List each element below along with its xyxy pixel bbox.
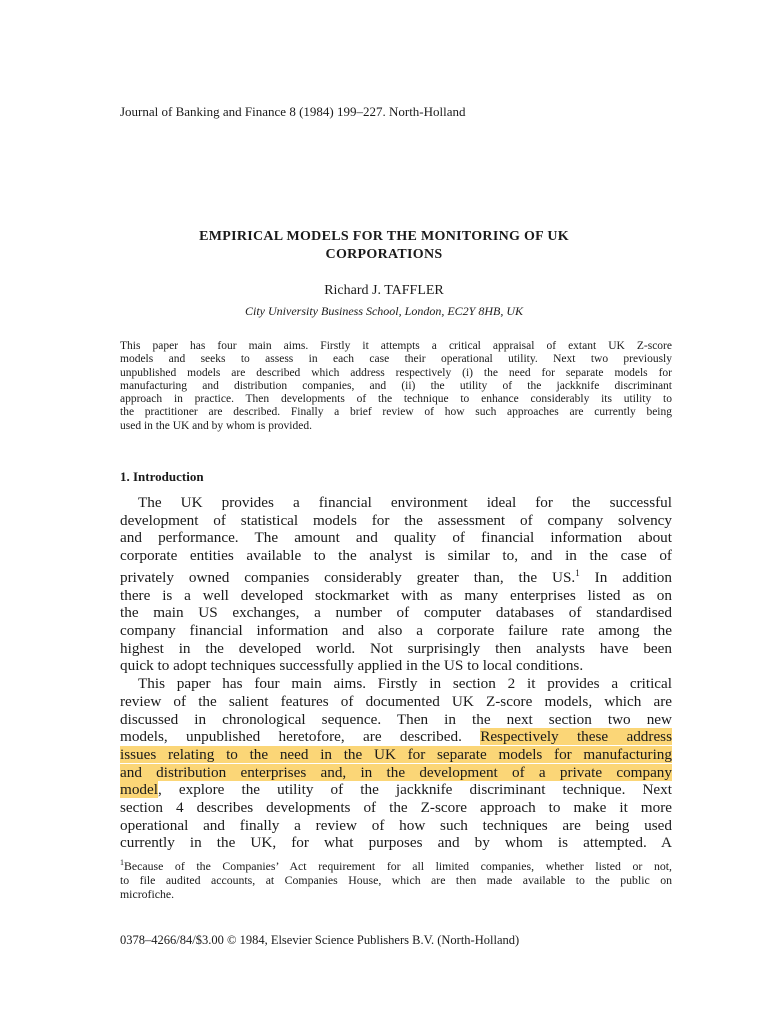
abstract-line: This paper has four main aims. Firstly it attempts a critical appraisal of extant UK Z-score — [120, 340, 672, 352]
footnote — [120, 856, 672, 902]
body-line: The UK provides a financial environment ideal for the successful — [138, 494, 672, 511]
highlighted-text: Respectively these address — [480, 728, 673, 746]
highlighted-text: issues relating to the need in the UK for separate models for manufacturing — [120, 745, 672, 763]
body-line — [120, 565, 672, 587]
body-line: This paper has four main aims. Firstly in section 2 it provides a critical — [138, 675, 672, 693]
abstract-line: models and seeks to assess in each case their operational utility. Next two previously — [120, 353, 672, 366]
abstract-line: approach in practice. Then developments of the technique to enhance considerably its utility to — [120, 393, 672, 406]
body-text — [120, 494, 672, 852]
paper-title-line: CORPORATIONS — [325, 247, 443, 262]
body-line: development of statistical models for the assessment of company solvency — [120, 511, 672, 529]
abstract — [120, 340, 672, 433]
paper-title-line: EMPIRICAL MODELS FOR THE MONITORING OF UK — [199, 229, 569, 244]
body-line: corporate entities available to the analyst is similar to, and in the case of — [120, 547, 672, 565]
journal-citation: Journal of Banking and Finance 8 (1984) 199–227. North-Holland — [120, 104, 466, 119]
body-line-text: privately owned companies considerably greater than, the US. — [120, 568, 576, 586]
body-line — [120, 746, 672, 764]
highlighted-text: model — [120, 781, 158, 799]
body-line: review of the salient features of documented UK Z-score models, which are — [120, 692, 672, 710]
footnote-line — [120, 856, 672, 873]
body-line: highest in the developed world. Not surprisingly then analysts have been — [120, 639, 672, 657]
paper-title — [100, 228, 668, 264]
body-line: company financial information and also a corporate failure rate among the — [120, 621, 672, 639]
footnote-mark: 1 — [575, 567, 580, 578]
body-line: there is a well developed stockmarket with as many enterprises listed as on — [120, 586, 672, 604]
body-line — [120, 728, 672, 746]
body-line-text: models, unpublished heretofore, are described. — [120, 728, 481, 746]
footnote-line: to file audited accounts, at Companies House, which are then made available to the public on — [120, 873, 672, 888]
body-line: discussed in chronological sequence. Then in the next section two new — [120, 710, 672, 728]
body-line — [120, 764, 672, 782]
copyright-line: 0378–4266/84/$3.00 © 1984, Elsevier Science Publishers B.V. (North-Holland) — [120, 933, 520, 947]
body-line: operational and finally a review of how such techniques are being used — [120, 816, 672, 834]
abstract-line: used in the UK and by whom is provided. — [120, 419, 312, 432]
author-name: Richard J. TAFFLER — [324, 283, 444, 298]
body-line: and performance. The amount and quality of financial information about — [120, 529, 672, 547]
footnote-line: microfiche. — [120, 887, 175, 902]
body-line — [120, 781, 672, 799]
body-line: quick to adopt techniques successfully applied in the US to local conditions. — [120, 657, 584, 675]
highlighted-text: and distribution enterprises and, in the development of a private company — [120, 763, 672, 781]
abstract-line: manufacturing and distribution companies, and (ii) the utility of the jackknife discriminant — [120, 379, 672, 392]
body-line-text: , explore the utility of the jackknife discriminant technique. Next — [157, 781, 672, 799]
body-line: currently in the UK, for what purposes and by whom is attempted. A — [120, 834, 672, 852]
footnote-text: Because of the Companies’ Act requirement for all limited companies, whether listed or not, — [124, 858, 672, 873]
body-line: the main US exchanges, a number of computer databases of standardised — [120, 604, 672, 622]
section-heading: 1. Introduction — [120, 469, 204, 484]
footnote-mark: 1 — [120, 858, 124, 867]
body-line: section 4 describes developments of the Z-score approach to make it more — [120, 799, 672, 817]
abstract-line: the practitioner are described. Finally a brief review of how such approaches are currently being — [120, 406, 672, 419]
body-line-text: In addition — [579, 568, 672, 586]
author-affiliation: City University Business School, London, EC2Y 8HB, UK — [245, 304, 523, 318]
abstract-line: unpublished models are described which address respectively (i) the need for separate models for — [120, 366, 672, 379]
